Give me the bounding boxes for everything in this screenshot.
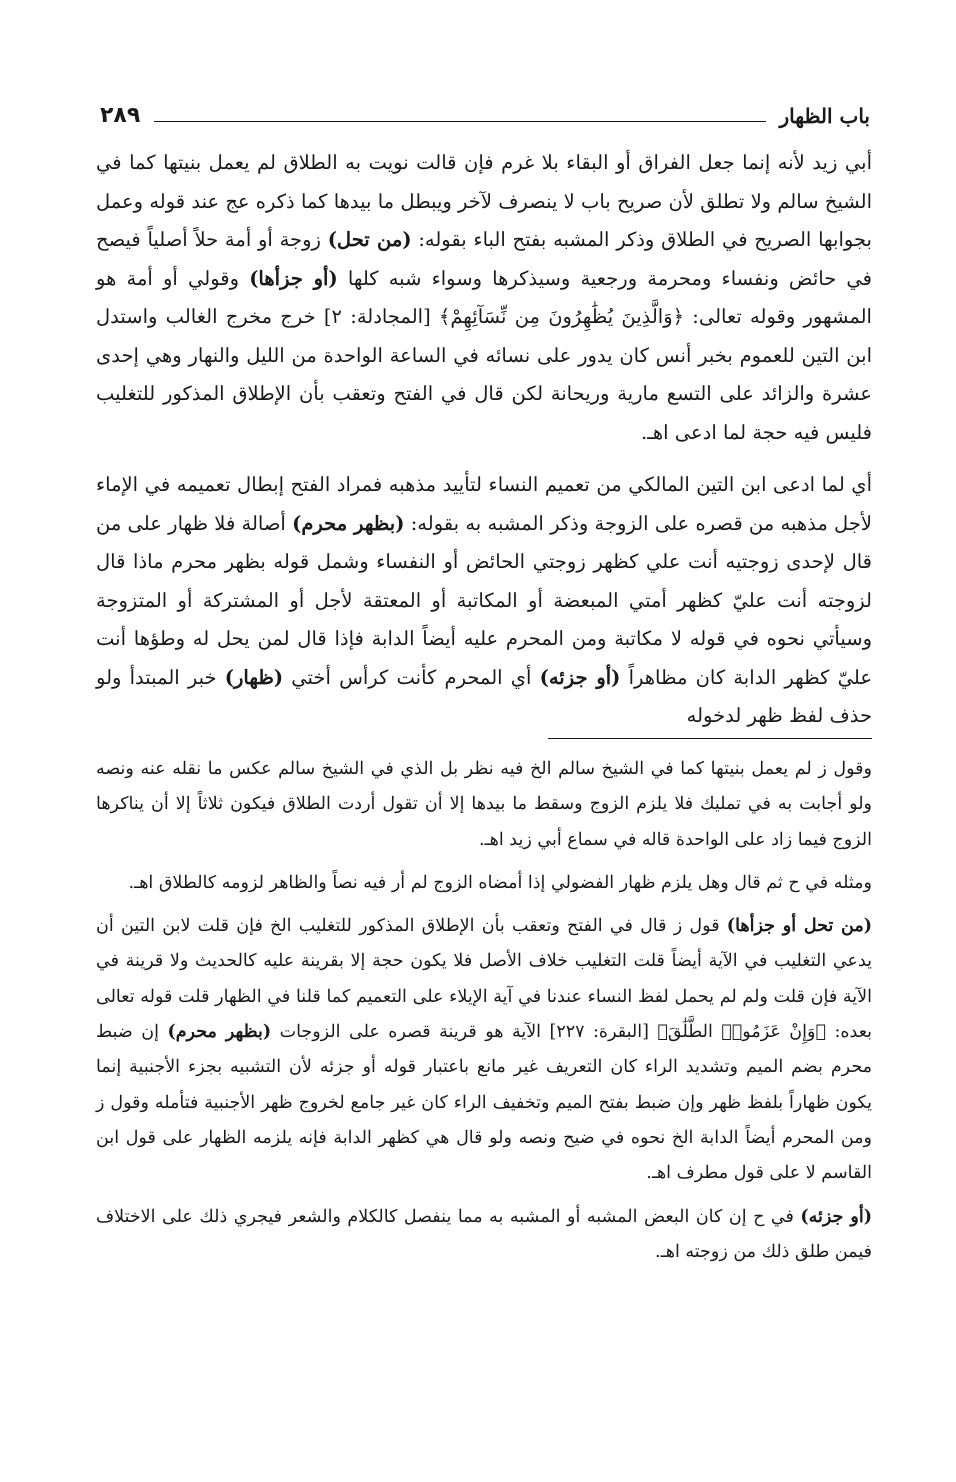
bold-term: (بظهر محرم) [167,1022,272,1043]
text-segment: خبر المبتدأ ولو حذف لفظ ظهر لدخوله [96,665,872,727]
main-paragraph-1 [96,144,872,452]
main-text [96,144,872,736]
bold-term: (أو جزئه) [800,1206,872,1227]
bold-term: (بظهر محرم) [292,511,405,535]
running-header [100,88,870,128]
text-segment: إن ضبط محرم بضم الميم وتشديد الراء كان التعريف غير مانع باعتبار قوله أو جزئه لأن التشبيه بجزء الأجنبية إنما يكون ظهاراً بلفظ ظهر وإن ضبط بفتح الميم وتخفيف الراء كان غير جامع لخروج ظهر الأجنبية فتأمله وقول ز ومن المحرم أيضاً الدابة الخ نحوه في ضيح ونصه ولو قال هي كظهر الدابة فإنه يلزمه الظهار على قول ابن القاسم لا على قول مطرف اهـ. [96,1022,872,1184]
bold-term: (أو جزئه) [539,665,621,689]
footnote-4 [96,1200,872,1271]
footnote-separator [548,738,872,739]
footnote-2: ومثله في ح ثم قال وهل يلزم ظهار الفضولي إذا أمضاه الزوج لم أر فيه نصاً والظاهر لزومه كالطلاق اهـ. [128,872,872,893]
header-rule [154,121,765,122]
text-segment: أبي زيد لأنه إنما جعل الفراق أو البقاء بلا غرم فإن قالت نويت به الطلاق لم يعمل بنيتها كما في الشيخ سالم ولا تطلق لأن صريح باب لا ينصرف لآخر ويبطل ما بيدها كما ذكره عج عند قوله وعمل بجوابها الصريح في الطلاق وذكر المشبه بفتح الباء بقوله: [96,151,872,251]
bold-term: (أو جزأها) [249,266,338,290]
footnote-3 [96,909,872,1191]
text-segment: زوجة أو أمة حلاً أصلياً فيصح في حائض ونفساء ومحرمة ورجعية وسيذكرها وسواء شبه كلها [96,228,872,290]
text-segment: أي لما ادعى ابن التين المالكي من تعميم النساء لتأييد مذهبه فمراد الفتح إبطال تعميمه في الإماء لأجل مذهبه من قصره على الزوجة وذكر المشبه به بقوله: [96,473,873,535]
text-segment: قول ز قال في الفتح وتعقب بأن الإطلاق المذكور للتغليب الخ فإن قلت لابن التين أن يدعي التغليب في الآية أيضاً قلت التغليب خلاف الأصل فلا يكون حجة إلا بقرينة عليه كالحديث ولا قرينة في الآية فإن قلت ولم لم يحمل لفظ النساء عندنا في آية الإيلاء على التعميم كما قلنا في الظهار قلت قوله تعالى بعده: ﴿وَإِنْ عَزَمُوا۟ الطَّلَٰقَ﴾ [البقرة: ٢٢٧] الآية هو قرينة قصره على الزوجات [96,916,873,1043]
text-segment: في ح إن كان البعض المشبه أو المشبه به مما ينفصل كالكلام والشعر فيجري ذلك على الاختلاف فيمن طلق ذلك من زوجته اهـ. [96,1206,872,1262]
page-number: ٢٨٩ [100,103,141,128]
text-segment: وقولي أو أمة هو المشهور وقوله تعالى: ﴿وَالَّذِينَ يُظَٰهِرُونَ مِن نِّسَآئِهِمْ﴾ [المجادلة: ٢] خرج مخرج الغالب واستدل ابن التين للعموم بخبر أنس كان يدور على نسائه في الساعة الواحدة من الليل والنهار وهي إحدى عشرة والزائد على التسع مارية وريحانة لكن قال في الفتح وتعقب بأن الإطلاق المذكور للتغليب فليس فيه حجة لما ادعى اهـ. [96,266,872,444]
footnote-1: وقول ز لم يعمل بنيتها كما في الشيخ سالم الخ فيه نظر بل الذي في الشيخ سالم عكس ما نقله عنه ونصه ولو أجابت به في تمليك فلا يلزم الزوج وسقط ما بيدها إلا أن تقول أردت الطلاق فيكون ثلاثاً إلا أن يناكرها الزوج فيما زاد على الواحدة قاله في سماع أبي زيد اهـ. [96,759,872,850]
footnotes [96,752,872,1270]
chapter-title: باب الظهار [779,104,870,128]
text-segment: أي المحرم كأنت كرأس أختي [283,665,540,689]
bold-term: (من تحل) [327,228,412,251]
text-segment: أصالة فلا ظهار على من قال لإحدى زوجتيه أنت علي كظهر زوجتي الحائض أو النفساء وشمل قوله بظهر محرم ماذا قال لزوجته أنت عليّ كظهر أمتي المبعضة أو المكاتبة أو المعتقة لأجل أو المشتركة أو المتزوجة وسيأتي نحوه في قوله لا مكاتبة ومن المحرم عليه أيضاً الدابة فإذا قال لمن يحل له وطؤها أنت عليّ كظهر الدابة كان مظاهراً [96,511,872,689]
main-paragraph-2 [96,466,872,736]
bold-term: (من تحل أو جزأها) [726,916,872,937]
bold-term: (ظهار) [224,665,284,689]
